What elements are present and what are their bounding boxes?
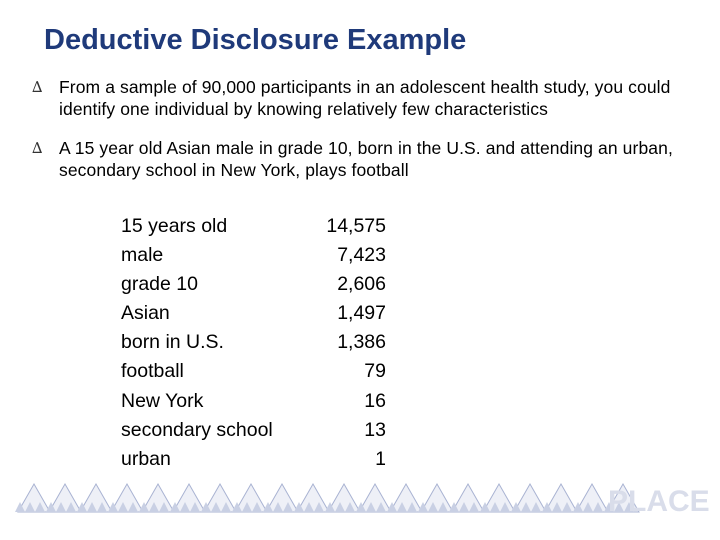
characteristic-label: football (121, 360, 184, 383)
characteristic-label: Asian (121, 302, 170, 325)
characteristic-count: 1 (375, 447, 386, 470)
bullet-item (32, 137, 702, 181)
characteristic-label: secondary school (121, 418, 273, 441)
characteristics-table (121, 212, 386, 474)
delta-bullet-icon: ∆ (32, 78, 43, 96)
table-row (121, 270, 386, 299)
bullet-text: A 15 year old Asian male in grade 10, born in the U.S. and attending an urban, secondary school in New York, plays football (59, 138, 673, 180)
characteristic-count: 13 (364, 418, 386, 441)
characteristic-label: male (121, 244, 164, 267)
table-row (121, 241, 386, 270)
characteristic-count: 1,497 (337, 302, 386, 325)
table-row (121, 299, 386, 328)
characteristic-count: 14,575 (326, 215, 386, 237)
characteristic-count: 16 (364, 389, 386, 412)
characteristic-label: grade 10 (121, 273, 198, 296)
bullet-item (32, 76, 702, 120)
characteristic-label: New York (121, 389, 204, 412)
characteristic-count: 2,606 (337, 273, 386, 296)
characteristic-count: 7,423 (337, 244, 386, 267)
table-row (121, 416, 386, 445)
footer-brand-logo: PLACE (608, 485, 710, 518)
table-row (121, 212, 386, 241)
characteristic-label: urban (121, 447, 171, 470)
characteristic-label: born in U.S. (121, 331, 224, 354)
characteristic-count: 1,386 (337, 331, 386, 354)
table-row (121, 387, 386, 416)
characteristic-count: 79 (364, 360, 386, 383)
table-row (121, 357, 386, 386)
table-row (121, 328, 386, 357)
characteristic-label: 15 years old (121, 215, 228, 237)
delta-bullet-icon: ∆ (32, 139, 43, 157)
slide-title: Deductive Disclosure Example (44, 24, 467, 56)
table-row (121, 445, 386, 474)
bullet-list (32, 76, 702, 198)
bullet-text: From a sample of 90,000 participants in an adolescent health study, you could identify one individual by knowing relatively few characteristics (59, 77, 671, 119)
